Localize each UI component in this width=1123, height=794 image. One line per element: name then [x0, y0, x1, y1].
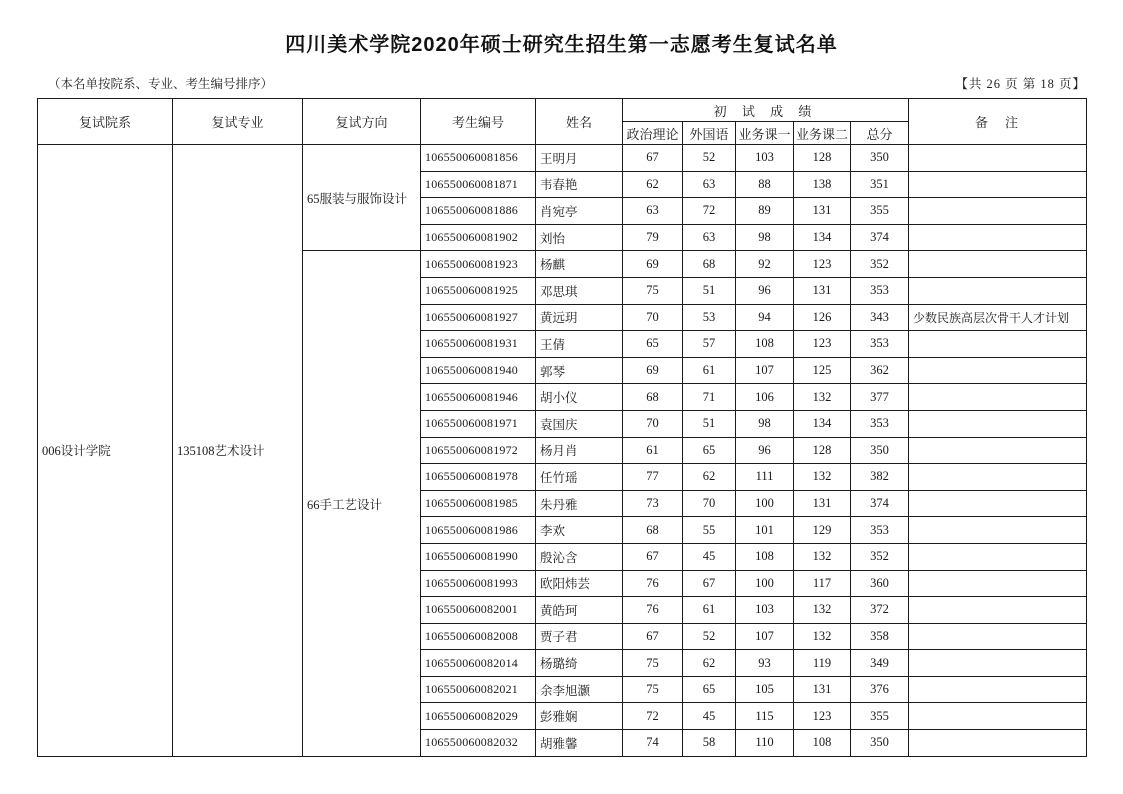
politics-score-cell: 70 [623, 410, 683, 437]
candidate-name-cell: 朱丹雅 [536, 490, 623, 517]
course1-score-cell: 94 [736, 304, 794, 331]
foreign-language-score-cell: 45 [683, 703, 736, 730]
remark-cell [909, 198, 1087, 225]
foreign-language-score-cell: 63 [683, 171, 736, 198]
candidate-name-cell: 杨璐绮 [536, 650, 623, 677]
col-header-candidate-id: 考生编号 [421, 99, 536, 145]
course2-score-cell: 123 [794, 251, 851, 278]
course2-score-cell: 131 [794, 198, 851, 225]
politics-score-cell: 76 [623, 570, 683, 597]
course1-score-cell: 107 [736, 623, 794, 650]
candidate-name-cell: 胡雅馨 [536, 730, 623, 757]
candidate-id-cell: 106550060081902 [421, 224, 536, 251]
candidate-id-cell: 106550060082021 [421, 676, 536, 703]
course1-score-cell: 92 [736, 251, 794, 278]
total-score-cell: 358 [851, 623, 909, 650]
total-score-cell: 374 [851, 224, 909, 251]
course1-score-cell: 108 [736, 543, 794, 570]
candidate-name-cell: 刘怡 [536, 224, 623, 251]
course1-score-cell: 100 [736, 490, 794, 517]
total-score-cell: 355 [851, 703, 909, 730]
course2-score-cell: 128 [794, 145, 851, 172]
candidate-name-cell: 欧阳炜芸 [536, 570, 623, 597]
total-score-cell: 349 [851, 650, 909, 677]
col-header-course2: 业务课二 [794, 122, 851, 145]
foreign-language-score-cell: 45 [683, 543, 736, 570]
foreign-language-score-cell: 65 [683, 437, 736, 464]
remark-cell [909, 384, 1087, 411]
direction-cell: 65服装与服饰设计 [303, 145, 421, 251]
candidate-id-cell: 106550060081971 [421, 410, 536, 437]
course2-score-cell: 138 [794, 171, 851, 198]
candidate-id-cell: 106550060081871 [421, 171, 536, 198]
total-score-cell: 353 [851, 517, 909, 544]
politics-score-cell: 73 [623, 490, 683, 517]
candidate-id-cell: 106550060081856 [421, 145, 536, 172]
course1-score-cell: 93 [736, 650, 794, 677]
candidate-name-cell: 王明月 [536, 145, 623, 172]
course2-score-cell: 131 [794, 676, 851, 703]
candidate-id-cell: 106550060082029 [421, 703, 536, 730]
col-header-major: 复试专业 [173, 99, 303, 145]
foreign-language-score-cell: 62 [683, 464, 736, 491]
course1-score-cell: 103 [736, 145, 794, 172]
remark-cell [909, 730, 1087, 757]
candidate-id-cell: 106550060082001 [421, 597, 536, 624]
politics-score-cell: 72 [623, 703, 683, 730]
course2-score-cell: 128 [794, 437, 851, 464]
candidate-id-cell: 106550060081923 [421, 251, 536, 278]
course2-score-cell: 108 [794, 730, 851, 757]
politics-score-cell: 67 [623, 145, 683, 172]
politics-score-cell: 67 [623, 543, 683, 570]
remark-cell [909, 543, 1087, 570]
total-score-cell: 352 [851, 251, 909, 278]
remark-cell: 少数民族高层次骨干人才计划 [909, 304, 1087, 331]
col-header-foreign-language: 外国语 [683, 122, 736, 145]
politics-score-cell: 69 [623, 251, 683, 278]
remark-cell [909, 145, 1087, 172]
total-score-cell: 352 [851, 543, 909, 570]
candidate-name-cell: 杨月肖 [536, 437, 623, 464]
politics-score-cell: 61 [623, 437, 683, 464]
course1-score-cell: 106 [736, 384, 794, 411]
course2-score-cell: 117 [794, 570, 851, 597]
direction-cell: 66手工艺设计 [303, 251, 421, 756]
course2-score-cell: 132 [794, 597, 851, 624]
foreign-language-score-cell: 53 [683, 304, 736, 331]
col-header-direction: 复试方向 [303, 99, 421, 145]
politics-score-cell: 69 [623, 357, 683, 384]
candidate-id-cell: 106550060081927 [421, 304, 536, 331]
candidate-id-cell: 106550060081940 [421, 357, 536, 384]
candidate-name-cell: 杨麒 [536, 251, 623, 278]
candidate-name-cell: 胡小仪 [536, 384, 623, 411]
remark-cell [909, 703, 1087, 730]
course1-score-cell: 100 [736, 570, 794, 597]
foreign-language-score-cell: 57 [683, 331, 736, 358]
remark-cell [909, 464, 1087, 491]
candidate-name-cell: 彭雅娴 [536, 703, 623, 730]
candidate-id-cell: 106550060082008 [421, 623, 536, 650]
total-score-cell: 362 [851, 357, 909, 384]
candidate-name-cell: 袁国庆 [536, 410, 623, 437]
table-header [38, 99, 1087, 145]
total-score-cell: 376 [851, 676, 909, 703]
remark-cell [909, 171, 1087, 198]
course1-score-cell: 96 [736, 437, 794, 464]
politics-score-cell: 75 [623, 676, 683, 703]
candidate-id-cell: 106550060081972 [421, 437, 536, 464]
foreign-language-score-cell: 51 [683, 277, 736, 304]
candidate-name-cell: 肖宛亭 [536, 198, 623, 225]
candidate-id-cell: 106550060081986 [421, 517, 536, 544]
course2-score-cell: 131 [794, 490, 851, 517]
politics-score-cell: 79 [623, 224, 683, 251]
total-score-cell: 351 [851, 171, 909, 198]
header-row-1 [38, 99, 1087, 122]
foreign-language-score-cell: 62 [683, 650, 736, 677]
total-score-cell: 350 [851, 145, 909, 172]
course1-score-cell: 96 [736, 277, 794, 304]
total-score-cell: 350 [851, 730, 909, 757]
foreign-language-score-cell: 70 [683, 490, 736, 517]
foreign-language-score-cell: 72 [683, 198, 736, 225]
course1-score-cell: 98 [736, 410, 794, 437]
course2-score-cell: 125 [794, 357, 851, 384]
course1-score-cell: 105 [736, 676, 794, 703]
total-score-cell: 350 [851, 437, 909, 464]
course2-score-cell: 131 [794, 277, 851, 304]
course1-score-cell: 108 [736, 331, 794, 358]
sort-order-note: （本名单按院系、专业、考生编号排序） [48, 77, 274, 91]
total-score-cell: 360 [851, 570, 909, 597]
politics-score-cell: 70 [623, 304, 683, 331]
col-header-total: 总分 [851, 122, 909, 145]
remark-cell [909, 490, 1087, 517]
course2-score-cell: 134 [794, 224, 851, 251]
candidate-id-cell: 106550060081931 [421, 331, 536, 358]
candidate-name-cell: 贾子君 [536, 623, 623, 650]
remark-cell [909, 277, 1087, 304]
course1-score-cell: 111 [736, 464, 794, 491]
course2-score-cell: 123 [794, 331, 851, 358]
candidate-id-cell: 106550060081990 [421, 543, 536, 570]
col-header-department: 复试院系 [38, 99, 173, 145]
candidate-id-cell: 106550060081993 [421, 570, 536, 597]
course1-score-cell: 110 [736, 730, 794, 757]
candidate-id-cell: 106550060081985 [421, 490, 536, 517]
course1-score-cell: 89 [736, 198, 794, 225]
page-title: 四川美术学院2020年硕士研究生招生第一志愿考生复试名单 [285, 34, 838, 56]
course2-score-cell: 132 [794, 623, 851, 650]
candidate-name-cell: 任竹瑶 [536, 464, 623, 491]
course2-score-cell: 119 [794, 650, 851, 677]
politics-score-cell: 65 [623, 331, 683, 358]
remark-cell [909, 676, 1087, 703]
total-score-cell: 353 [851, 277, 909, 304]
course1-score-cell: 103 [736, 597, 794, 624]
candidate-roster-table [37, 98, 1087, 757]
total-score-cell: 343 [851, 304, 909, 331]
remark-cell [909, 251, 1087, 278]
politics-score-cell: 67 [623, 623, 683, 650]
course1-score-cell: 98 [736, 224, 794, 251]
remark-cell [909, 331, 1087, 358]
course1-score-cell: 115 [736, 703, 794, 730]
foreign-language-score-cell: 65 [683, 676, 736, 703]
course2-score-cell: 132 [794, 543, 851, 570]
foreign-language-score-cell: 68 [683, 251, 736, 278]
table-row [38, 145, 1087, 172]
remark-cell [909, 623, 1087, 650]
politics-score-cell: 62 [623, 171, 683, 198]
remark-cell [909, 597, 1087, 624]
foreign-language-score-cell: 63 [683, 224, 736, 251]
politics-score-cell: 75 [623, 277, 683, 304]
course2-score-cell: 123 [794, 703, 851, 730]
col-header-course1: 业务课一 [736, 122, 794, 145]
candidate-name-cell: 余李旭灏 [536, 676, 623, 703]
candidate-name-cell: 邓思琪 [536, 277, 623, 304]
candidate-id-cell: 106550060081925 [421, 277, 536, 304]
politics-score-cell: 75 [623, 650, 683, 677]
candidate-id-cell: 106550060082014 [421, 650, 536, 677]
candidate-name-cell: 王倩 [536, 331, 623, 358]
politics-score-cell: 76 [623, 597, 683, 624]
meta-row [48, 74, 1086, 92]
candidate-name-cell: 黄皓珂 [536, 597, 623, 624]
col-header-initial-scores: 初 试 成 绩 [623, 99, 909, 122]
total-score-cell: 353 [851, 410, 909, 437]
major-cell: 135108艺术设计 [173, 145, 303, 757]
foreign-language-score-cell: 58 [683, 730, 736, 757]
course2-score-cell: 126 [794, 304, 851, 331]
course1-score-cell: 101 [736, 517, 794, 544]
candidate-name-cell: 殷沁含 [536, 543, 623, 570]
politics-score-cell: 68 [623, 517, 683, 544]
remark-cell [909, 650, 1087, 677]
course1-score-cell: 88 [736, 171, 794, 198]
total-score-cell: 353 [851, 331, 909, 358]
foreign-language-score-cell: 71 [683, 384, 736, 411]
foreign-language-score-cell: 52 [683, 623, 736, 650]
course2-score-cell: 129 [794, 517, 851, 544]
foreign-language-score-cell: 52 [683, 145, 736, 172]
remark-cell [909, 357, 1087, 384]
remark-cell [909, 570, 1087, 597]
foreign-language-score-cell: 67 [683, 570, 736, 597]
politics-score-cell: 63 [623, 198, 683, 225]
politics-score-cell: 74 [623, 730, 683, 757]
col-header-politics: 政治理论 [623, 122, 683, 145]
candidate-name-cell: 韦春艳 [536, 171, 623, 198]
candidate-name-cell: 李欢 [536, 517, 623, 544]
candidate-id-cell: 106550060081978 [421, 464, 536, 491]
remark-cell [909, 410, 1087, 437]
candidate-name-cell: 黄远玥 [536, 304, 623, 331]
page-indicator: 【共 26 页 第 18 页】 [955, 77, 1086, 91]
candidate-name-cell: 郭琴 [536, 357, 623, 384]
remark-cell [909, 224, 1087, 251]
table-body [38, 145, 1087, 757]
total-score-cell: 372 [851, 597, 909, 624]
course2-score-cell: 132 [794, 384, 851, 411]
foreign-language-score-cell: 61 [683, 597, 736, 624]
foreign-language-score-cell: 55 [683, 517, 736, 544]
total-score-cell: 377 [851, 384, 909, 411]
remark-cell [909, 437, 1087, 464]
foreign-language-score-cell: 51 [683, 410, 736, 437]
department-cell: 006设计学院 [38, 145, 173, 757]
remark-cell [909, 517, 1087, 544]
candidate-id-cell: 106550060081946 [421, 384, 536, 411]
foreign-language-score-cell: 61 [683, 357, 736, 384]
total-score-cell: 355 [851, 198, 909, 225]
col-header-remark: 备 注 [909, 99, 1087, 145]
total-score-cell: 374 [851, 490, 909, 517]
candidate-id-cell: 106550060082032 [421, 730, 536, 757]
course2-score-cell: 134 [794, 410, 851, 437]
course2-score-cell: 132 [794, 464, 851, 491]
candidate-id-cell: 106550060081886 [421, 198, 536, 225]
politics-score-cell: 68 [623, 384, 683, 411]
politics-score-cell: 77 [623, 464, 683, 491]
total-score-cell: 382 [851, 464, 909, 491]
col-header-name: 姓名 [536, 99, 623, 145]
course1-score-cell: 107 [736, 357, 794, 384]
